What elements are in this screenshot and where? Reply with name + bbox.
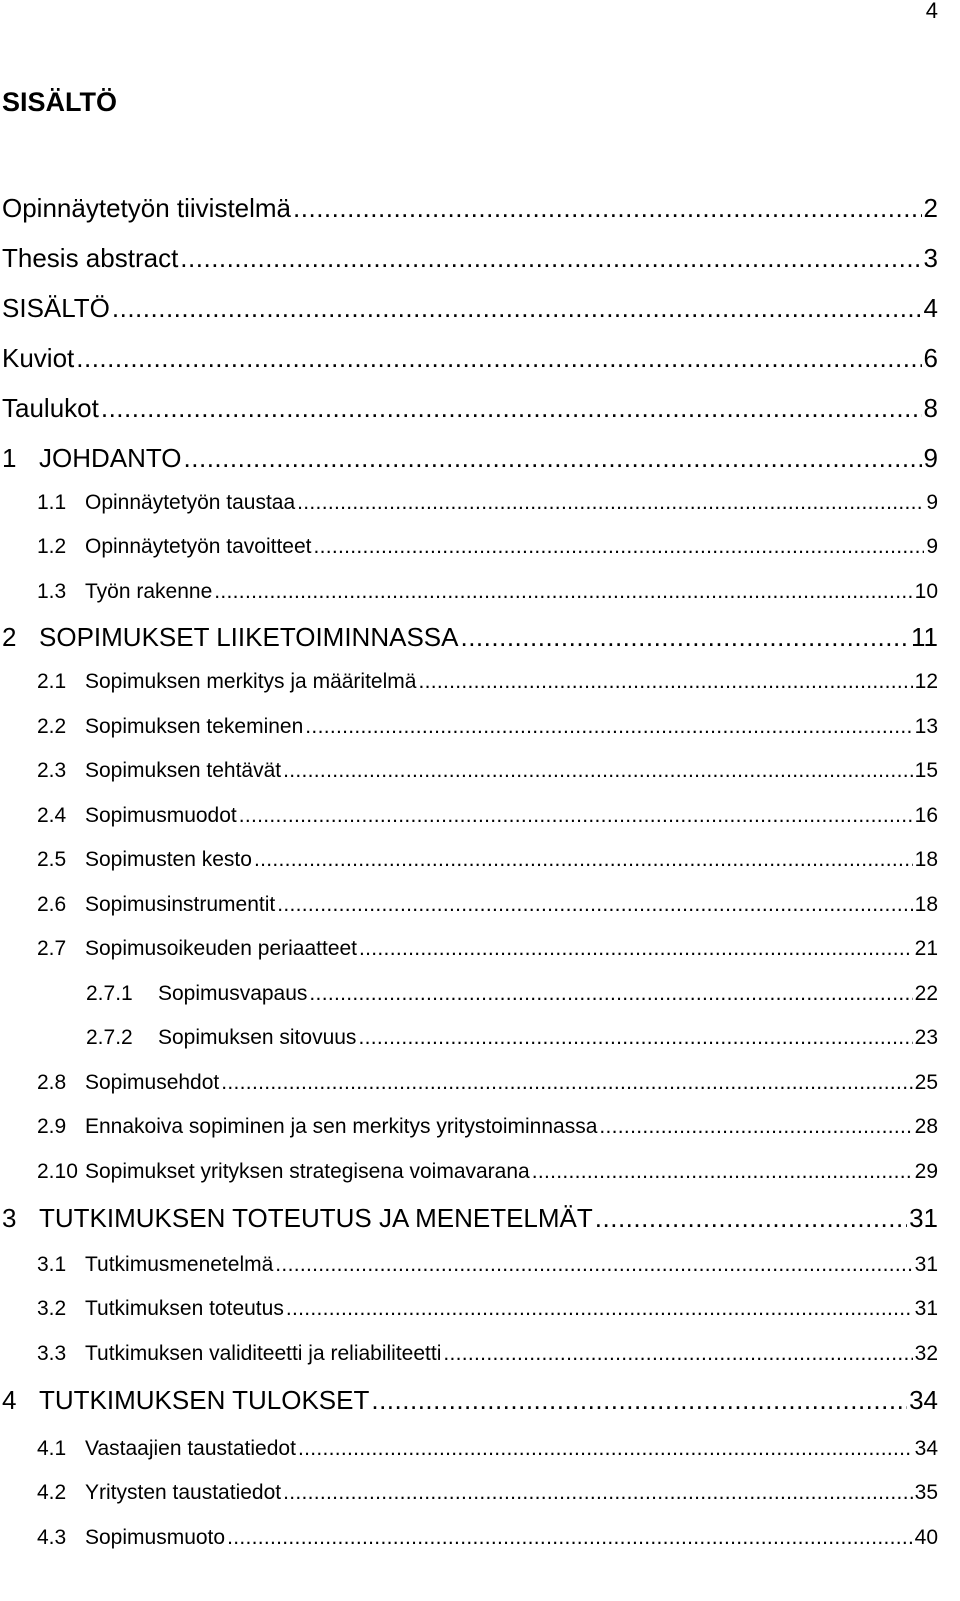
toc-entry-page: 11: [911, 622, 938, 652]
toc-entry-page: 9: [926, 535, 938, 558]
toc-entry-title: Thesis abstract: [2, 243, 179, 273]
dot-leader: [283, 758, 913, 784]
toc-entry[interactable]: [37, 1341, 938, 1367]
dot-leader: [239, 803, 913, 829]
toc-entry[interactable]: [37, 579, 938, 605]
toc-entry-page: 4: [923, 293, 938, 323]
dot-leader: [214, 579, 912, 605]
dot-leader: [313, 534, 924, 560]
toc-entry-title: Työn rakenne: [85, 580, 213, 603]
toc-entry-page: 2: [923, 193, 938, 223]
toc-entry-number: 2.10: [37, 1160, 78, 1183]
dot-leader: [297, 490, 924, 516]
toc-entry-page: 6: [923, 343, 938, 373]
toc-entry[interactable]: [37, 669, 938, 695]
toc-entry-number: 2.2: [37, 715, 67, 738]
dot-leader: [599, 1114, 912, 1140]
dot-leader: [101, 392, 922, 424]
toc-entry-number: 1.3: [37, 580, 67, 603]
toc-entry-page: 9: [926, 491, 938, 514]
toc-entry-number: 2.5: [37, 848, 67, 871]
toc-entry-page: 25: [914, 1071, 938, 1094]
toc-entry-page: 34: [914, 1437, 938, 1460]
toc-entry-page: 16: [914, 804, 938, 827]
toc-entry[interactable]: [2, 1384, 938, 1416]
toc-entry-page: 22: [914, 982, 938, 1005]
toc-entry-page: 12: [914, 670, 938, 693]
toc-entry-number: 4.2: [37, 1481, 67, 1504]
toc-entry-title: JOHDANTO: [39, 443, 182, 473]
toc-entry-page: 18: [914, 848, 938, 871]
toc-entry-number: 4.1: [37, 1437, 67, 1460]
toc-entry-page: 29: [914, 1160, 938, 1183]
toc-entry-page: 34: [909, 1385, 938, 1415]
dot-leader: [418, 669, 912, 695]
toc-entry-page: 8: [923, 393, 938, 423]
toc-entry[interactable]: [37, 847, 938, 873]
toc-entry-title: Sopimusinstrumentit: [85, 893, 276, 916]
toc-entry-number: 4.3: [37, 1526, 67, 1549]
toc-entry[interactable]: [2, 621, 938, 653]
toc-entry-number: 2.7: [37, 937, 67, 960]
toc-entry-number: 2.1: [37, 670, 67, 693]
toc-entry-title: SOPIMUKSET LIIKETOIMINNASSA: [39, 622, 459, 652]
toc-entry-title: Sopimusten kesto: [85, 848, 252, 871]
toc-entry-title: SISÄLTÖ: [2, 293, 110, 323]
toc-entry[interactable]: [37, 490, 938, 516]
toc-entry-title: Sopimusvapaus: [158, 982, 308, 1005]
dot-leader: [286, 1296, 913, 1322]
toc-entry-page: 31: [914, 1297, 938, 1320]
toc-entry[interactable]: [37, 534, 938, 560]
toc-entry-title: Taulukot: [2, 393, 99, 423]
toc-entry[interactable]: [37, 936, 938, 962]
toc-entry-title: Sopimusmuodot: [85, 804, 237, 827]
toc-entry-title: Sopimusoikeuden periaatteet: [85, 937, 358, 960]
toc-entry-title: Yritysten taustatiedot: [85, 1481, 282, 1504]
toc-entry-page: 13: [914, 715, 938, 738]
toc-entry-number: 3.3: [37, 1342, 67, 1365]
toc-entry-number: 2.3: [37, 759, 67, 782]
toc-entry-page: 23: [914, 1026, 938, 1049]
dot-leader: [76, 342, 921, 374]
toc-entry-page: 32: [914, 1342, 938, 1365]
dot-leader: [283, 1480, 913, 1506]
toc-entry[interactable]: [37, 1159, 938, 1185]
toc-entry[interactable]: [86, 1025, 938, 1051]
toc-entry-number: 2.7.2: [86, 1026, 133, 1049]
toc-entry-number: 2.8: [37, 1071, 67, 1094]
dot-leader: [227, 1525, 913, 1551]
toc-entry[interactable]: [2, 292, 938, 324]
dot-leader: [305, 714, 912, 740]
toc-entry-title: Tutkimusmenetelmä: [85, 1253, 274, 1276]
page-title: SISÄLTÖ: [2, 87, 118, 117]
toc-entry-number: 1: [2, 443, 17, 473]
dot-leader: [180, 242, 921, 274]
toc-entry-number: 4: [2, 1385, 17, 1415]
toc-entry-title: Sopimusmuoto: [85, 1526, 226, 1549]
toc-entry-title: Ennakoiva sopiminen ja sen merkitys yritystoiminnassa: [85, 1115, 598, 1138]
toc-entry-title: Opinnäytetyön taustaa: [85, 491, 296, 514]
toc-entry[interactable]: [37, 714, 938, 740]
toc-entry[interactable]: [2, 442, 938, 474]
toc-entry[interactable]: [37, 1070, 938, 1096]
toc-entry-title: Kuviot: [2, 343, 75, 373]
toc-entry-page: 15: [914, 759, 938, 782]
toc-entry-title: Sopimukset yrityksen strategisena voimavarana: [85, 1160, 530, 1183]
dot-leader: [112, 292, 922, 324]
toc-entry-page: 18: [914, 893, 938, 916]
toc-entry[interactable]: [86, 981, 938, 1007]
toc-entry-page: 31: [909, 1203, 938, 1233]
toc-entry-title: Sopimuksen tekeminen: [85, 715, 304, 738]
toc-entry[interactable]: [2, 342, 938, 374]
dot-leader: [371, 1384, 907, 1416]
dot-leader: [221, 1070, 912, 1096]
toc-entry-number: 2.7.1: [86, 982, 133, 1005]
toc-entry-number: 1.1: [37, 491, 67, 514]
toc-entry-title: Sopimuksen sitovuus: [158, 1026, 357, 1049]
toc-entry[interactable]: [37, 1296, 938, 1322]
page-number: 4: [925, 0, 938, 23]
toc-entry[interactable]: [37, 758, 938, 784]
toc-entry-title: Tutkimuksen toteutus: [85, 1297, 284, 1320]
toc-entry-title: Opinnäytetyön tavoitteet: [85, 535, 312, 558]
toc-entry-page: 40: [914, 1526, 938, 1549]
toc-entry[interactable]: [37, 1114, 938, 1140]
dot-leader: [275, 1252, 912, 1278]
toc-entry-number: 1.2: [37, 535, 67, 558]
dot-leader: [277, 892, 912, 918]
dot-leader: [298, 1436, 913, 1462]
toc-entry[interactable]: [37, 1480, 938, 1506]
dot-leader: [595, 1202, 907, 1234]
toc-entry[interactable]: [37, 1436, 938, 1462]
toc-entry-title: Sopimuksen merkitys ja määritelmä: [85, 670, 417, 693]
toc-entry-page: 35: [914, 1481, 938, 1504]
dot-leader: [184, 442, 922, 474]
dot-leader: [532, 1159, 913, 1185]
toc-entry-title: Vastaajien taustatiedot: [85, 1437, 296, 1460]
toc-entry-number: 3.1: [37, 1253, 67, 1276]
toc-entry-title: Sopimusehdot: [85, 1071, 220, 1094]
toc-entry-page: 28: [914, 1115, 938, 1138]
toc-entry-title: Tutkimuksen validiteetti ja reliabiliteetti: [85, 1342, 442, 1365]
toc-entry-page: 9: [923, 443, 938, 473]
toc-entry-number: 2.6: [37, 893, 67, 916]
toc-entry-title: TUTKIMUKSEN TOTEUTUS JA MENETELMÄT: [39, 1203, 593, 1233]
toc-entry[interactable]: [37, 892, 938, 918]
toc-entry[interactable]: [37, 803, 938, 829]
toc-entry-page: 3: [923, 243, 938, 273]
toc-entry-title: Opinnäytetyön tiivistelmä: [2, 193, 292, 223]
toc-entry-title: TUTKIMUKSEN TULOKSET: [39, 1385, 370, 1415]
toc-entry[interactable]: [37, 1252, 938, 1278]
dot-leader: [358, 1025, 912, 1051]
toc-entry[interactable]: [2, 1202, 938, 1234]
toc-entry[interactable]: [2, 242, 938, 274]
dot-leader: [293, 192, 922, 224]
toc-entry-number: 2.4: [37, 804, 67, 827]
toc-entry-number: 3.2: [37, 1297, 67, 1320]
toc-entry-number: 3: [2, 1203, 17, 1233]
toc-entry-title: Sopimuksen tehtävät: [85, 759, 282, 782]
dot-leader: [309, 981, 912, 1007]
dot-leader: [254, 847, 913, 873]
toc-entry-page: 10: [914, 580, 938, 603]
dot-leader: [359, 936, 913, 962]
toc-entry-page: 31: [914, 1253, 938, 1276]
toc-entry-page: 21: [914, 937, 938, 960]
toc-entry-number: 2: [2, 622, 17, 652]
toc-entry-number: 2.9: [37, 1115, 67, 1138]
dot-leader: [443, 1341, 912, 1367]
dot-leader: [460, 621, 909, 653]
toc-entry[interactable]: [37, 1525, 938, 1551]
toc-entry[interactable]: [2, 192, 938, 224]
toc-entry[interactable]: [2, 392, 938, 424]
